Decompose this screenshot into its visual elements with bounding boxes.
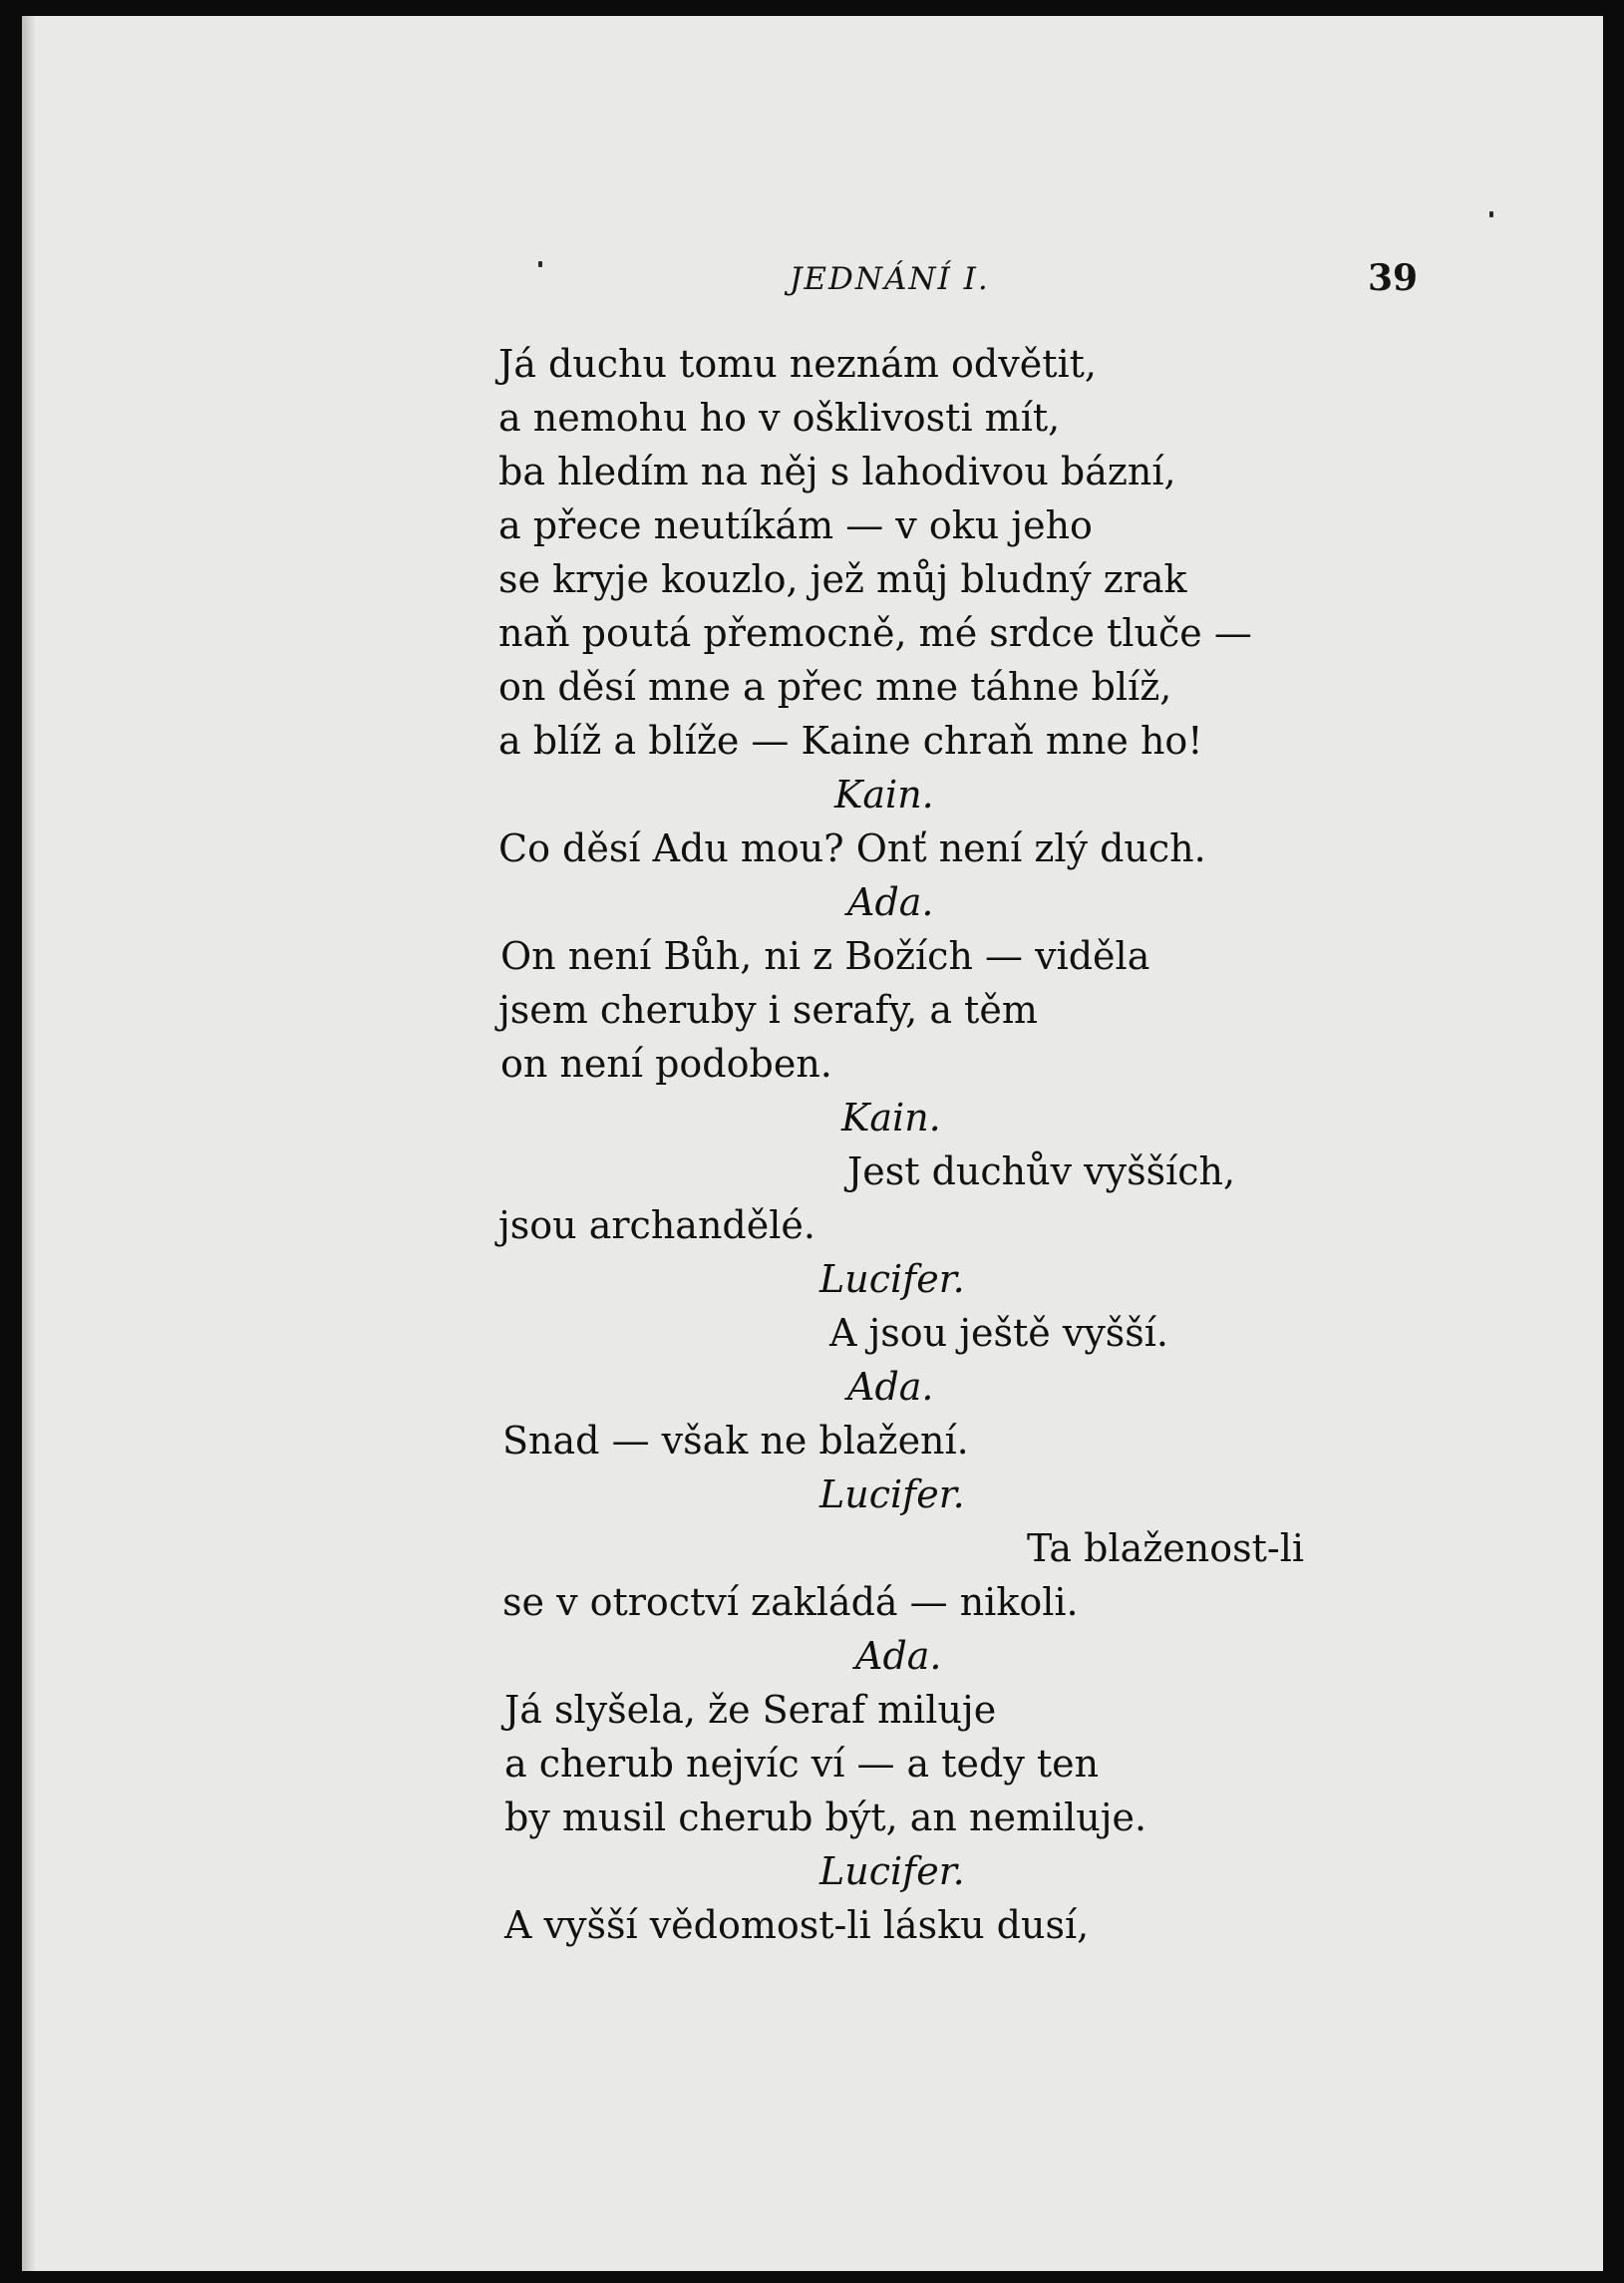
speaker-name: Lucifer. — [819, 1849, 965, 1893]
speaker-name: Ada. — [847, 1365, 934, 1409]
speaker-name: Lucifer. — [819, 1257, 965, 1301]
verse-line: A vyšší vědomost-li lásku dusí, — [504, 1903, 1090, 1947]
poem-text — [22, 337, 1603, 1952]
speaker-name: Ada. — [855, 1634, 942, 1678]
speaker-name: Ada. — [847, 880, 934, 924]
verse-line: by musil cherub být, an nemiluje. — [504, 1795, 1147, 1839]
verse-line: Co děsí Adu mou? Onť není zlý duch. — [498, 826, 1206, 870]
verse-line: A jsou ještě vyšší. — [829, 1311, 1169, 1355]
print-speck — [538, 261, 542, 267]
verse-line: se v otroctví zakládá — nikoli. — [502, 1580, 1079, 1624]
verse-line: jsou archandělé. — [498, 1203, 815, 1247]
verse-line: a cherub nejvíc ví — a tedy ten — [504, 1742, 1100, 1786]
verse-line: a nemohu ho v ošklivosti mít, — [498, 396, 1061, 440]
print-speck — [1489, 211, 1493, 217]
speaker-name: Kain. — [841, 1096, 941, 1140]
verse-line: naň poutá přemocně, mé srdce tluče — — [498, 611, 1252, 655]
verse-line: se kryje kouzlo, jež můj bludný zrak — [498, 557, 1187, 601]
verse-line: on děsí mne a přec mne táhne blíž, — [498, 665, 1172, 709]
verse-line: a přece neutíkám — v oku jeho — [498, 503, 1093, 547]
verse-line: a blíž a blíže — Kaine chraň mne ho! — [498, 719, 1203, 763]
verse-line: Ta blaženost-li — [1027, 1526, 1305, 1570]
page-header — [22, 243, 1603, 303]
verse-line: jsem cheruby i serafy, a těm — [498, 988, 1038, 1032]
speaker-name: Lucifer. — [819, 1472, 965, 1516]
verse-line: Jest duchův vyšších, — [847, 1149, 1236, 1193]
speaker-name: Kain. — [834, 773, 934, 816]
verse-line: Já duchu tomu neznám odvětit, — [498, 342, 1097, 386]
book-page — [22, 16, 1603, 2271]
page-number: 39 — [1368, 257, 1419, 299]
verse-line: Já slyšela, že Seraf miluje — [504, 1688, 997, 1732]
verse-line: ba hledím na něj s lahodivou bázní, — [498, 450, 1176, 493]
verse-line: on není podoben. — [500, 1042, 832, 1086]
verse-line: Snad — však ne blažení. — [502, 1419, 969, 1463]
verse-line: On není Bůh, ni z Božích — viděla — [500, 934, 1150, 978]
running-head: JEDNÁNÍ I. — [790, 261, 990, 297]
